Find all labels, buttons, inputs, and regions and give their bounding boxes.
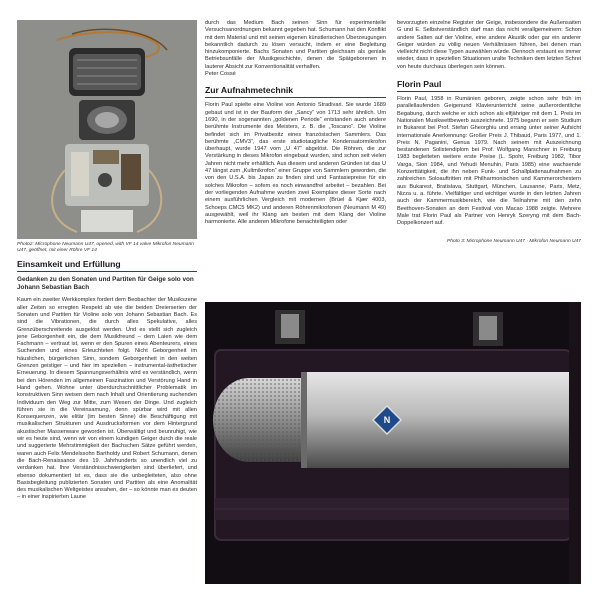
- body-text: durch das Medium Bach seinen Sinn für experimentelle Versuchsanordnungen bekannt gegeben hat. Schumann hat den Konflikt mit dem Material und mit seinen eigenen künstlerischen Überzeugungen bekanntlich dadurch zu lösen versucht, indem er eine Begleitung hinzukomponierte. Bachs Sonaten und Partiten gleichsam als geniale Betriebsunfälle der Musikgeschichte, denen die Spätgeborenen in lauterer Absicht zur Konventionalität verhalfen.: [205, 20, 386, 70]
- body-text: bevorzugten einzelne Register der Geige, insbesondere die Außensaiten G und E. Selbstverständlich darf man das nicht verallgemeinern: Schon andere Saiten auf der Violine, eine andere Akustik oder gar ein anderer Geiger würden zu völlig neuen Verhältnissen führen, bei denen man vielleicht nicht diese Typen auswählen würde. Dennoch erstaunt es immer wieder, dass in speziellen Situationen uralte Techniken dem letzten Schrei von heute durchaus überlegen sein können.: [397, 20, 581, 70]
- body-text: Kaum ein zweiter Werkkomplex fordert dem Beobachter der Musikszene aller Zeiten so erregten Respekt ab wie die beiden Dreierserien der Sonaten und Partiten für Violine solo von Johann Sebastian Bach. Es sind die Vibrationen, die durch alles Spekulative, alles Grenzüberschreitende ausgelöst werden. Und es stellt sich zugleich jene Geborgenheit ein, die dem Musikfreund – dem Laien wie dem Fachmann – vertraut ist, wenn er den Spuren eines Abenteurers, eines Suchenden und eines Erleuchteten folgt. Nicht Geborgenheit im häuslichen, bürgerlichen Sinn, sondern Geborgenheit in den weiten Grenzen geistiger – und hier im speziellen – instrumental-ästhetischer Erneuerung. In diesem Spannungsverhältnis wird es verständlich, wenn bei den Hörenden im allgemeinen Faszination und Verstörung Hand in Hand gehen. Wohne unter überdurchschnittlicher Problematik im konstruktiven Sinn weisen dem nach Inhalt und Orientierung suchenden Individuum den Weg zur Mitte, zum Wesen der Dinge. Und zugleich führen sie in die Vereinsamung, denn spürbar wird mit allen Konsequenzen, wie elitär (im besten Sinne) die Beschäftigung mit musikalischen Strukturen und Ausdrucksformen vor dem Hintergrund akustischer Massenware geworden ist. Überwältigt und beunruhigt, wie wir es heute sind, wenn wir von einem kundigen Geiger durch die reale und suggerierte Mehrstimmigkeit der Bachschen Sätze geführt werden, waren auch Felix Mendelssohn Bartholdy und Robert Schumann, denen die Bach-Renaissance des 19. Jahrhunderts so unendlich viel zu verdanken hat. Ihre Verständnisschwierigkeiten sind überliefert, und ebenso dokumentiert ist es, dass sie die unbegleiteten, also ohne Basisbegleitung publizierten Sonaten und Partiten als eine Anomalität des musikalischen Weltgeistes ansahen, der – so könnte man es deuten – in einer inspirierten Laune: [17, 297, 197, 501]
- section-subheading: Gedanken zu den Sonaten und Partiten für Geige solo von Johann Sebastian Bach: [17, 276, 194, 292]
- body-text: Florin Paul, 1958 in Rumänien geboren, zeigte schon sehr früh im parallellaufenden Geigenund Klavierunterricht seine außerordentliche Begabung, durch welche er sich schon als elfjähriger mit dem 1. Preis im Nationalen Musikwettbewerb auszeichnete. 1975 begann er sein Studium in Bukarest bei Prof. Stefan Gheorghiu und errang unter seiner Aufsicht internationale Anerkennung: Großer Preis J. Thibaud, Paris 1977, und 1. Preis N. Paganini, Genua 1979. Nach seinem mit Auszeichnung bestandenen Solistendiplom bei Prof. Wolfgang Marschner in Freiburg 1983 begleiteten weitere erste Preise (L. Spohr, Freiburg 1982, Tibor Varga, Sion 1984, und Yehudi Menuhin, Paris 1985) eine wachsende Konzerttätigkeit, die ihn neben Funk- und Schallplattenaufnahmen zu zahlreichen Soloauftritten mit Philharmonischen und Kammerorchestern aus Bukarest, Bratislava, Stuttgart, München, Lausanne, Paris, Metz, Nizza u. a. führte. Vielfältiger und wichtiger wurde in den letzten Jahren auch der Kammermusikbereich, wie die Teilnahme mit den zehn Beethoven-Sonaten an dem Festival von Macao 1988 zeigte. Mehrere Male trat Florin Paul als Partner von Henryk Szeryng mit dem Bach-Doppelkonzert auf.: [397, 96, 581, 227]
- author-name: Peter Cossé: [205, 71, 236, 78]
- microphone-opened-illustration: [17, 20, 197, 239]
- section-heading-aufnahmetechnik: Zur Aufnahmetechnik: [205, 85, 386, 98]
- photo-caption: Photo 3: Microphone Neumann U47 · Mikrofon Neumann U47: [446, 239, 581, 245]
- photo-caption: Photo2: Microphone Neumann U47, opened, with VF 14 valve Mikrofon Neumann U47, geöffnet, mit einer Röhre VF 14: [17, 242, 194, 254]
- microphone-case-illustration: [205, 302, 581, 584]
- section-heading-einsamkeit: Einsamkeit und Erfüllung: [17, 259, 197, 272]
- body-text: Florin Paul spielte eine Violine von Antonio Stradivari. Sie wurde 1689 gebaut und ist in der Bauform der „Sancy“ von 1713 sehr ähnlich. Um 1690, in der sogenannten „goldenen Periode“ entstanden auch andere berühmte Instrumente des Meisters, z. B. die „Toscano“. Die Violine befindet sich im Privatbesitz eines französischen Sammlers. Das berühmte „CMV3“, das erste studiotaugliche Kondensatormikrofon überhaupt, wurde 1947 vom „U 47“ abgelöst. Die Röhren, die zur Verstärkung in dieses Mikrofon eingebaut wurden, sind schon seit vielen Jahren nicht mehr erhältlich. Aus diesem und anderen Gründen ist das U 47 längst zum „Kultmikrofon“ einer Gruppe von Sammlern geworden, die von den U.S.A. bis Japan zu finden sind und Fantasiepreise für ein solches Mikrofon – sofern es noch einwandfrei arbeitet – bezahlen. Bei der vorliegenden Aufnahme wurden zwei Exemplare dieser Sorte nach einem ausführlichen Vergleich mit modernen (Brüel & Kjær 4003, Schoeps CMC5 MK2) und anderen Röhrenmikrofonen (Neumann M 49) ausgewählt, weil ihr Klang am besten mit dem Klang der Violine harmonierte. Alle anderen Mikrofone benachteiligten oder: [205, 102, 386, 226]
- neumann-logo-letter: N: [383, 415, 391, 425]
- photo-microphone-case: [205, 302, 581, 584]
- section-heading-florin-paul: Florin Paul: [397, 79, 581, 92]
- photo-microphone-opened: [17, 20, 197, 239]
